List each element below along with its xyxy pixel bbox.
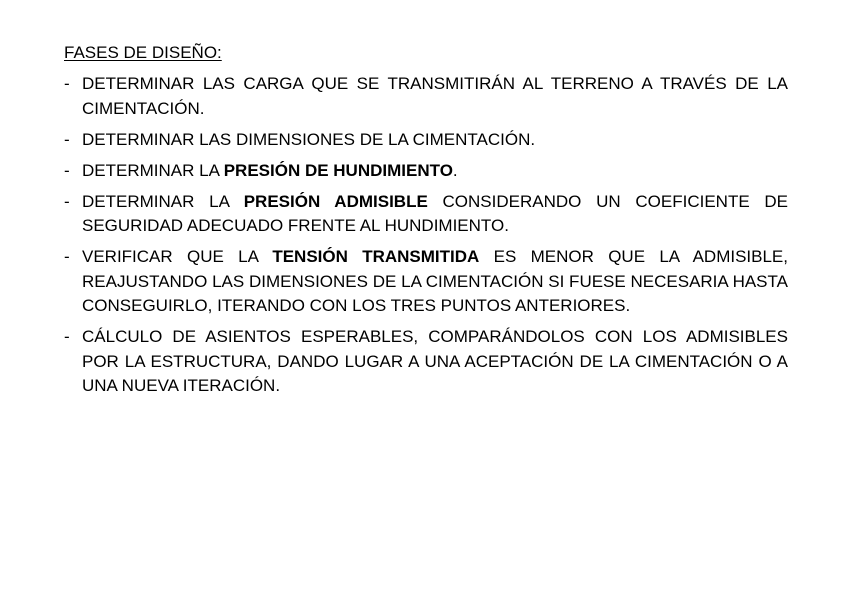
bullet-dash: - xyxy=(64,160,70,180)
item-bold-text: TENSIÓN TRANSMITIDA xyxy=(272,247,480,266)
list-item xyxy=(64,245,788,319)
section-heading: FASES DE DISEÑO: xyxy=(64,43,222,62)
item-text: VERIFICAR QUE LA xyxy=(82,247,273,266)
bullet-dash: - xyxy=(64,191,70,211)
item-text: DETERMINAR LA xyxy=(82,160,224,180)
item-text: DETERMINAR LA xyxy=(82,191,244,211)
list-item xyxy=(64,190,788,239)
item-text-tail: ES MENOR QUE LA ADMISIBLE, REAJUSTANDO LAS DIMENSIONES DE LA CIMENTACIÓN SI FUESE NECESARIA HASTA CONSEGUIRLO, ITERANDO CON LOS TRES PUNTOS ANTERIORES. xyxy=(82,247,788,315)
design-phases-list xyxy=(64,72,788,399)
bullet-dash: - xyxy=(64,327,70,346)
item-text-tail: . xyxy=(452,160,458,180)
bullet-dash: - xyxy=(64,74,70,93)
item-text: DETERMINAR LAS CARGA QUE SE TRANSMITIRÁN AL TERRENO A TRAVÉS DE LA CIMENTACIÓN. xyxy=(82,74,788,118)
bullet-dash: - xyxy=(64,247,70,266)
list-item xyxy=(64,72,788,121)
item-bold-text: PRESIÓN ADMISIBLE xyxy=(243,191,428,211)
list-item xyxy=(64,159,788,184)
item-bold-text: PRESIÓN DE HUNDIMIENTO xyxy=(223,160,453,180)
item-text-tail: CONSIDERANDO UN COEFICIENTE DE SEGURIDAD ADECUADO FRENTE AL HUNDIMIENTO. xyxy=(82,191,788,235)
item-text: CÁLCULO DE ASIENTOS ESPERABLES, COMPARÁNDOLOS CON LOS ADMISIBLES POR LA ESTRUCTURA, DANDO LUGAR A UNA ACEPTACIÓN DE LA CIMENTACIÓN O A UNA NUEVA ITERACIÓN. xyxy=(82,327,788,395)
list-item xyxy=(64,128,788,153)
bullet-dash: - xyxy=(64,129,70,149)
item-text: DETERMINAR LAS DIMENSIONES DE LA CIMENTACIÓN. xyxy=(82,129,536,149)
list-item xyxy=(64,325,788,399)
document-page xyxy=(64,41,788,405)
